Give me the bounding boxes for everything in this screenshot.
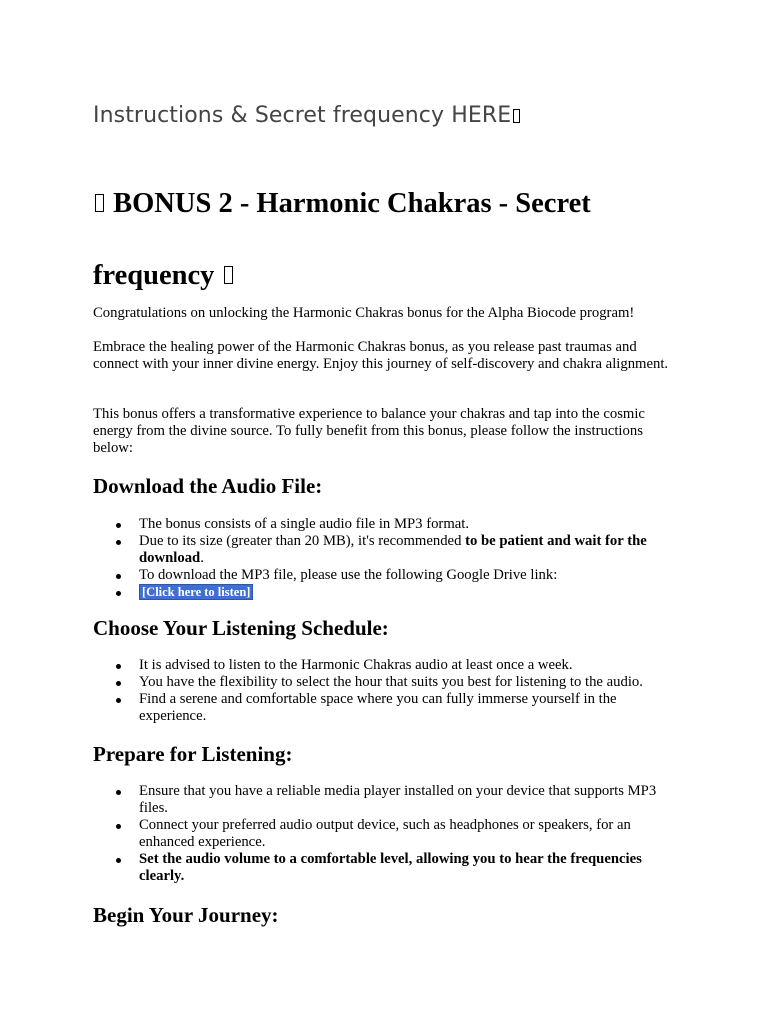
prepare-list — [93, 783, 683, 885]
list-item-text: The bonus consists of a single audio file in MP3 format. — [139, 516, 470, 532]
intro-paragraph: This bonus offers a transformative experience to balance your chakras and tap into the cosmic energy from the divine source. To fully benefit from this bonus, please follow the instructions below: — [93, 406, 645, 456]
bullet-icon — [116, 858, 121, 863]
list-item — [93, 783, 683, 817]
list-item-text: Ensure that you have a reliable media player installed on your device that supports MP3 files. — [139, 783, 657, 816]
list-item-text: Connect your preferred audio output device, such as headphones or speakers, for an enhanced experience. — [139, 817, 631, 850]
list-item — [93, 657, 683, 674]
list-item — [93, 691, 683, 725]
section-heading-schedule: Choose Your Listening Schedule: — [93, 616, 389, 640]
list-item-text: . — [200, 550, 204, 566]
bullet-icon — [116, 591, 121, 596]
list-item-text: It is advised to listen to the Harmonic Chakras audio at least once a week. — [139, 657, 573, 673]
bullet-icon — [116, 664, 121, 669]
list-item — [93, 516, 683, 533]
missing-glyph-icon — [95, 194, 104, 212]
document-title-text: Instructions & Secret frequency HERE — [93, 103, 512, 128]
bullet-icon — [116, 824, 121, 829]
page-heading-line2: frequency — [93, 260, 215, 291]
section-heading-prepare: Prepare for Listening: — [93, 742, 293, 766]
bullet-icon — [116, 698, 121, 703]
list-item-emphasis: to be patient and wait for the download — [139, 533, 647, 566]
intro-paragraph: Congratulations on unlocking the Harmonic Chakras bonus for the Alpha Biocode program! — [93, 305, 635, 321]
list-item — [93, 817, 683, 851]
page-heading — [93, 168, 683, 312]
list-item-text: Due to its size (greater than 20 MB), it's recommended — [139, 533, 466, 549]
bullet-icon — [116, 574, 121, 579]
list-item — [93, 584, 683, 601]
download-list — [93, 516, 683, 601]
click-here-to-listen-link[interactable]: [Click here to listen] — [139, 584, 253, 600]
bullet-icon — [116, 681, 121, 686]
schedule-list — [93, 657, 683, 725]
bullet-icon — [116, 790, 121, 795]
missing-glyph-icon — [224, 266, 233, 284]
list-item-text: Find a serene and comfortable space where you can fully immerse yourself in the experience. — [139, 691, 617, 724]
page-heading-line1: BONUS 2 - Harmonic Chakras - Secret — [113, 188, 591, 219]
intro-paragraph: Embrace the healing power of the Harmonic Chakras bonus, as you release past traumas and connect with your inner divine energy. Enjoy this journey of self-discovery and chakra alignment. — [93, 339, 669, 372]
missing-glyph-icon — [513, 109, 520, 123]
list-item-text: You have the flexibility to select the hour that suits you best for listening to the audio. — [139, 674, 643, 690]
list-item — [93, 674, 683, 691]
document-title — [93, 103, 522, 128]
bullet-icon — [116, 523, 121, 528]
list-item — [93, 533, 683, 567]
list-item — [93, 851, 683, 885]
list-item — [93, 567, 683, 584]
bullet-icon — [116, 540, 121, 545]
list-item-text: To download the MP3 file, please use the following Google Drive link: — [139, 567, 558, 583]
section-heading-download: Download the Audio File: — [93, 474, 323, 498]
section-heading-journey: Begin Your Journey: — [93, 903, 279, 927]
list-item-text: Set the audio volume to a comfortable level, allowing you to hear the frequencies clearly. — [139, 851, 642, 884]
